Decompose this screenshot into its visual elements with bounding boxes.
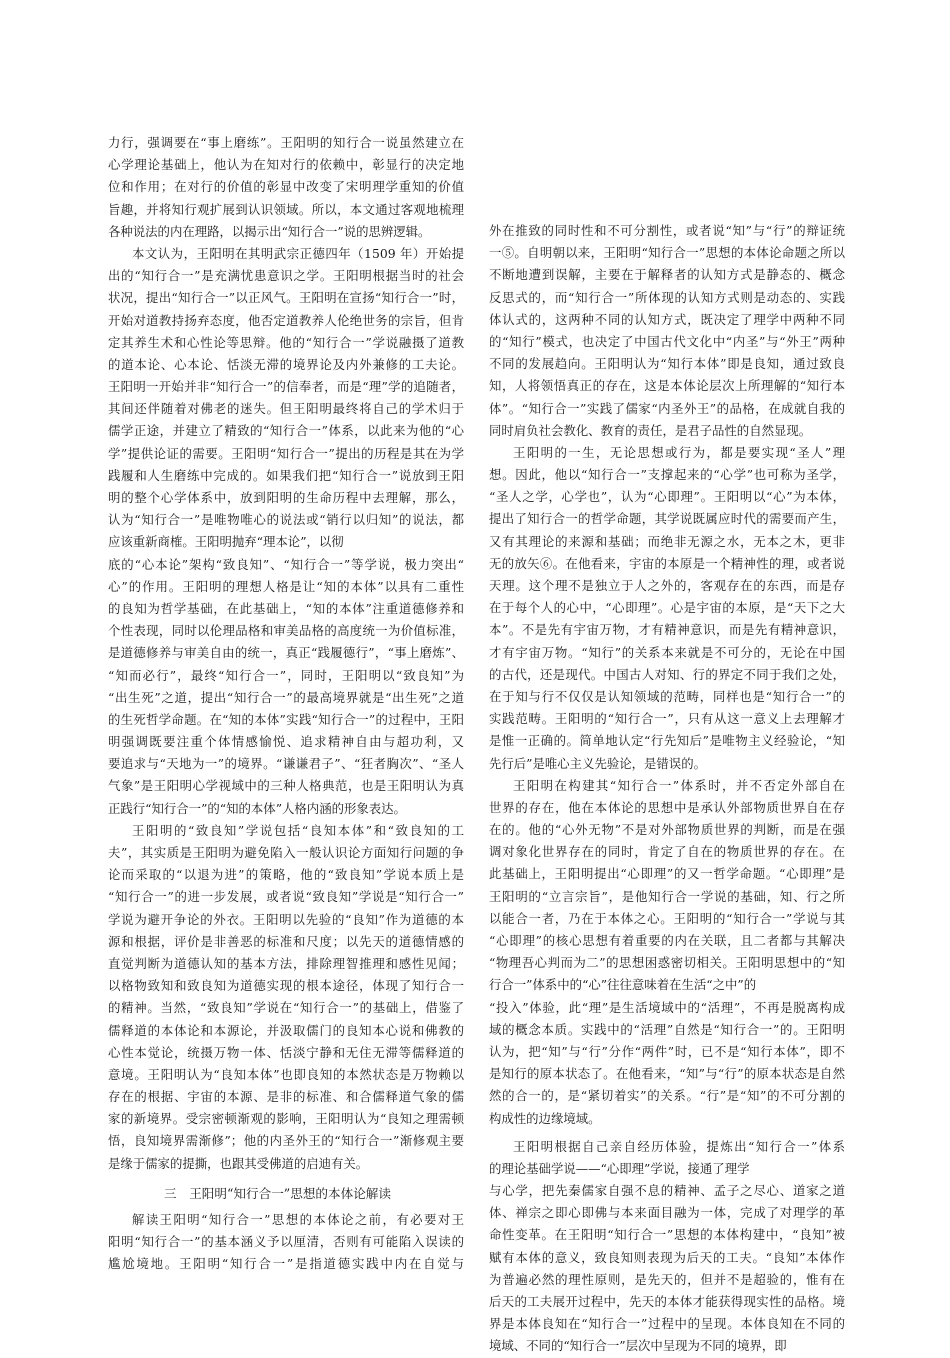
text-line: 的理论基础学说——“心即理”学说，接通了理学	[489, 1160, 750, 1176]
text-line: 外在推致的同时性和不可分割性，或者说“知”与“行”的辩证统	[489, 223, 845, 238]
text-line: 在的。他的“心外无物”不是对外部物质世界的判断，而是在强	[489, 822, 845, 838]
text-line: 提出了知行合一的哲学命题，其学说既属应时代的需要而产生，	[489, 511, 845, 527]
text-line: 赋有本体的意义，致良知则表现为后天的工夫。“良知”本体作	[489, 1249, 845, 1265]
text-line: 的“知行”模式，也决定了中国古代文化中“内圣”与“外王”两种	[489, 333, 845, 349]
text-line: 悟，良知境界需渐修”；他的内圣外王的“知行合一”渐修观主要	[108, 1133, 464, 1149]
paragraph	[108, 132, 464, 243]
text-line: 是惟一正确的。简单地认定“行先知后”是唯物主义经验论，“知	[489, 733, 845, 749]
text-line: “投入”体验，此“理”是生活境域中的“活理”，不再是脱离构成	[489, 999, 845, 1015]
text-line: 才有宇宙万物。“知行”的关系本来就是不可分的，无论在中国	[489, 644, 845, 660]
text-line: 不同的发展趋向。王阳明认为“知行本体”即是良知，通过致良	[489, 356, 845, 372]
text-line: 旨趣，并将知行观扩展到认识领域。所以，本文通过客观地梳理	[108, 201, 464, 217]
text-line: 一⑤。自明朝以来，王阳明“知行合一”思想的本体论命题之所以	[489, 245, 845, 261]
text-line: 践履和人生磨练中完成的。如果我们把“知行合一”说放到王阳	[108, 467, 464, 483]
text-line: 命性变革。在王阳明“知行合一”思想的本体构建中，“良知”被	[489, 1227, 845, 1243]
text-line: 要追求与“天地为一”的境界。“谦谦君子”、“狂者胸次”、“圣人	[108, 756, 464, 772]
text-line: “圣人之学，心学也”，认为“心即理”。王阳明以“心”为本体，	[489, 489, 845, 505]
text-line: 天理。这个理不是独立于人之外的，客观存在的东西，而是存	[489, 578, 845, 593]
text-line: 心性本觉论，统摄万物一体、恬淡宁静和无住无滞等儒释道的	[108, 1044, 464, 1060]
paragraph	[108, 243, 464, 820]
text-line: 应该重新商榷。王阳明抛弃“理本论”，以彻	[108, 534, 344, 550]
paragraph	[108, 1209, 464, 1276]
right-column	[489, 220, 845, 1358]
text-line: 为普遍必然的理性原则，是先天的，但并不是超验的，惟有在	[489, 1271, 845, 1287]
text-line: 是知行的原本状态了。在他看来，“知”与“行”的原本状态是自然	[489, 1066, 845, 1082]
text-line: 世界的存在，他在本体论的思想中是承认外部物质世界自在存	[489, 799, 845, 815]
text-line: “知而必行”，最终“知行合一”，同时，王阳明以“致良知”为	[108, 667, 464, 683]
text-line: 认为“知行合一”是唯物唯心的说法或“销行以归知”的说法，都	[108, 512, 464, 528]
text-line: 开始对道教持扬弃态度，他否定道教养人伦绝世务的宗旨，但肯	[108, 312, 464, 328]
text-line: “物理吾心判而为二”的思想困惑密切相关。王阳明思想中的“知	[489, 955, 845, 971]
text-line: 构成性的边缘境域。	[489, 1110, 601, 1126]
text-line: 王阳明根据自己亲自经历体验，提炼出“知行合一”体系	[513, 1138, 845, 1154]
text-line: 各种说法的内在理路，以揭示出“知行合一”说的思辨逻辑。	[108, 223, 431, 239]
text-line: 王阳明的一生，无论思想或行为，都是要实现“圣人”理	[513, 444, 845, 460]
text-line: 儒学正途，并建立了精致的“知行合一”体系，以此来为他的“心	[108, 423, 464, 439]
text-line: 后天的工夫展开过程中，先天的本体才能获得现实性的品格。境	[489, 1294, 845, 1309]
text-line: 位和作用；在对行的价值的彰显中改变了宋明理学重知的价值	[108, 179, 464, 195]
text-line: 以格物致知和致良知为道德实现的根本途径，体现了知行合一	[108, 978, 464, 994]
text-line: 存在的根据、宇宙的本源、是非的标准、和合儒释道气象的儒	[108, 1089, 464, 1105]
text-line: 的良知为哲学基础，在此基础上，“知的本体”注重道德修养和	[108, 600, 464, 616]
text-line: 个性表现，同时以伦理品格和审美品格的高度统一为价值标准，	[108, 623, 464, 639]
text-line: 界是本体良知在“知行合一”过程中的呈现。本体良知在不同的	[489, 1316, 845, 1332]
text-line: 反思式的，而“知行合一”所体现的认知方式则是动态的、实践	[489, 289, 845, 305]
text-line: 学说为避开争论的外衣。王阳明以先验的“良知”作为道德的本	[108, 911, 464, 927]
text-line: 是道德修养与审美自由的统一，真正“践履德行”，“事上磨炼”、	[108, 645, 464, 661]
text-line: 实践范畴。王阳明的“知行合一”，只有从这一意义上去理解才	[489, 711, 845, 727]
text-line: 本文认为，王阳明在其明武宗正德四年（1509 年）开始提	[132, 245, 464, 261]
text-line: 王阳明的“致良知”学说包括“良知本体”和“致良知的工	[132, 822, 464, 838]
text-line: 底的“心本论”架构“致良知”、“知行合一”等学说，极力突出“	[108, 556, 464, 572]
text-line: 同时肩负社会教化、教育的责任，是君子品性的自然显现。	[489, 422, 812, 438]
left-column	[108, 132, 464, 1275]
text-line: 域的概念本质。实践中的“活理”自然是“知行合一”的。王阳明	[489, 1021, 845, 1037]
paragraph	[489, 1136, 845, 1358]
section-heading: 三 王阳明“知行合一”思想的本体论解读	[164, 1185, 391, 1201]
text-line: 知，人将领悟真正的存在，这是本体论层次上所理解的“知行本	[489, 378, 845, 394]
text-line: 境域、不同的“知行合一”层次中呈现为不同的境界，即	[489, 1338, 787, 1354]
text-line: 正践行“知行合一”的“知的本体”人格内涵的形象表达。	[108, 800, 406, 816]
text-line: 与心学，把先秦儒家自强不息的精神、孟子之尽心、道家之道	[489, 1183, 845, 1199]
text-line: 本”。不是先有宇宙万物，才有精神意识，而是先有精神意识，	[489, 622, 845, 638]
paragraph	[489, 220, 845, 442]
text-line: 是缘于儒家的提撕，也跟其受佛道的启迪有关。	[108, 1155, 369, 1171]
paragraph	[489, 775, 845, 1130]
text-line: 力行，强调要在“事上磨练”。王阳明的知行合一说虽然建立在	[108, 135, 464, 150]
text-line: 出的“知行合一”是充满忧患意识之学。王阳明根据当时的社会	[108, 268, 464, 284]
text-line: 明的整个心学体系中，放到阳明的生命历程中去理解，那么，	[108, 490, 464, 505]
text-line: 学”提供论证的需要。王阳明“知行合一”提出的历程是其在为学	[108, 445, 464, 461]
text-line: 在于每个人的心中，“心即理”。心是宇宙的本原，是“天下之大	[489, 600, 845, 616]
text-line: 源和根据，评价是非善恶的标准和尺度；以先天的道德情感的	[108, 933, 464, 949]
text-line: “出生死”之道，提出“知行合一”的最高境界就是“出生死”之道	[108, 689, 464, 705]
text-line: 想。因此，他以“知行合一”支撑起来的“心学”也可称为圣学，	[489, 467, 845, 483]
text-line: 定其养生术和心性论等思辩。他的“知行合一”学说融摄了道教	[108, 334, 464, 350]
paragraph	[108, 820, 464, 1175]
text-line: 心”的作用。王阳明的理想人格是让“知的本体”以具有二重性	[108, 578, 464, 594]
text-line: 此基础上，王阳明提出“心即理”的又一哲学命题。“心即理”是	[489, 866, 845, 882]
text-line: 体、禅宗之即心即佛与本来面目融为一体，完成了对理学的革	[489, 1205, 845, 1221]
text-line: 以能合一者，乃在于本体之心。王阳明的“知行合一”学说与其	[489, 910, 845, 926]
text-line: 王阳明的“立言宗旨”，是他知行合一学说的基础，知、行之所	[489, 888, 845, 904]
text-line: 认为，把“知”与“行”分作“两件”时，已不是“知行本体”，即不	[489, 1043, 845, 1059]
text-line: 气象”是王阳明心学视域中的三种人格典范，也是王阳明认为真	[108, 778, 464, 794]
text-line: 其间还伴随着对佛老的迷失。但王阳明最终将自己的学术归于	[108, 401, 464, 417]
text-line: 体”。“知行合一”实践了儒家“内圣外王”的品格，在成就自我的	[489, 400, 845, 416]
text-line: 解读王阳明“知行合一”思想的本体论之前，有必要对王	[132, 1211, 464, 1227]
text-line: 明强调既要注重个体情感愉悦、追求精神自由与超功利，又	[108, 734, 464, 750]
text-line: 儒释道的本体论和本源论，并汲取儒门的良知本心说和佛教的	[108, 1022, 464, 1038]
text-line: 不断地遭到误解，主要在于解释者的认知方式是静态的、概念	[489, 267, 845, 283]
text-line: 的古代，还是现代。中国古人对知、行的界定不同于我们之处，	[489, 666, 845, 682]
text-line: 直觉判断为道德认知的基本方法，排除理智推理和感性见闻；	[108, 955, 464, 971]
text-line: “心即理”的核心思想有着重要的内在关联，且二者都与其解决	[489, 933, 845, 948]
text-line: 的道本论、心本论、恬淡无滞的境界论及内外兼修的工夫论。	[108, 356, 464, 372]
text-line: 阳明“知行合一”的基本涵义予以厘清，否则有可能陷入误读的	[108, 1234, 464, 1249]
text-line: 尴尬境地。王阳明“知行合一”是指道德实践中内在自觉与	[108, 1256, 464, 1272]
text-line: 然的合一的，是“紧切着实”的关系。“行”是“知”的不可分割的	[489, 1088, 845, 1104]
text-line: 先行后”是唯心主义先验论，是错误的。	[489, 755, 706, 771]
text-line: 意境。王阳明认为“良知本体”也即良知的本然状态是万物赖以	[108, 1066, 464, 1082]
text-line: 行合一”体系中的“心”往往意味着在生活“之中”的	[489, 977, 757, 993]
text-line: 夫”，其实质是王阳明为避免陷入一般认识论方面知行问题的争	[108, 845, 464, 860]
text-line: 王阳明一开始并非“知行合一”的信奉者，而是“理”学的追随者，	[108, 379, 464, 395]
text-line: 无的放矢⑥。在他看来，宇宙的本原是一个精神性的理，或者说	[489, 555, 845, 571]
text-line: 在于知与行不仅仅是认知领域的范畴，同样也是“知行合一”的	[489, 688, 845, 704]
text-line: 心学理论基础上，他认为在知对行的依赖中，彰显行的决定地	[108, 157, 464, 173]
text-line: 的生死哲学命题。在“知的本体”实践“知行合一”的过程中，王阳	[108, 711, 464, 727]
text-line: 状况，提出“知行合一”以正风气。王阳明在宣扬“知行合一”时，	[108, 290, 464, 306]
text-line: 王阳明在构建其“知行合一”体系时，并不否定外部自在	[513, 777, 845, 793]
text-line: 的精神。当然，“致良知”学说在“知行合一”的基础上，借鉴了	[108, 1000, 464, 1016]
paragraph	[489, 442, 845, 775]
text-line: 论而采取的“以退为进”的策略，他的“致良知”学说本质上是	[108, 867, 464, 883]
text-line: 体认式的，这两种不同的认知方式，既决定了理学中两种不同	[489, 311, 845, 327]
text-line: 又有其理论的来源和基础；而绝非无源之水，无本之木，更非	[489, 533, 845, 549]
text-line: “知行合一”的进一步发展，或者说“致良知”学说是“知行合一”	[108, 889, 464, 905]
text-line: 家的新境界。受宗密顿渐观的影响，王阳明认为“良知之理需顿	[108, 1111, 464, 1127]
text-line: 调对象化世界存在的同时，肯定了自在的物质世界的存在。在	[489, 844, 845, 860]
